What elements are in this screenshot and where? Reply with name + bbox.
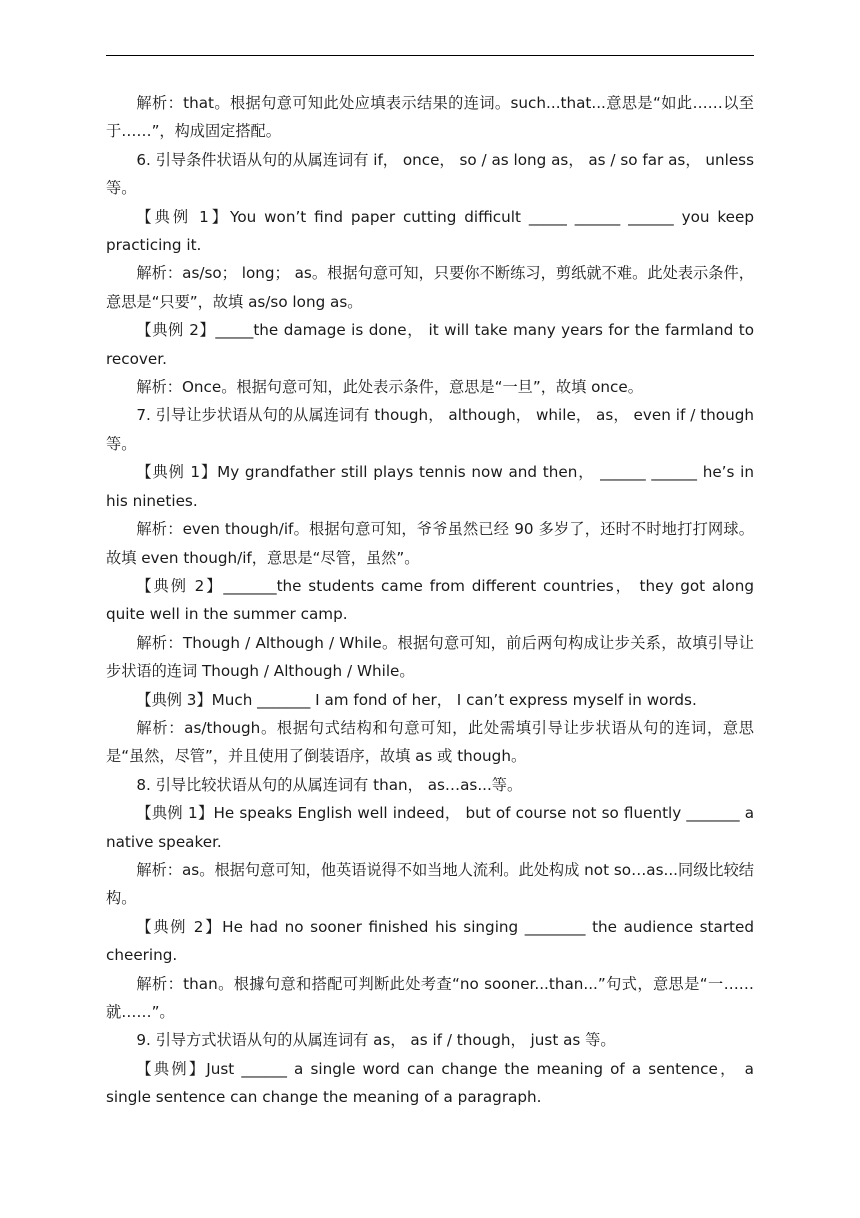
paragraph-example-7-3: 【典例 3】Much _______ I am fond of her， I can’t express myself in words.	[136, 690, 697, 709]
paragraph-rule-7-concession: 7. 引导让步状语从句的从属连词有 though， although， while， as， even if / though 等。	[106, 406, 754, 453]
paragraph-analysis-7-1: 解析：even though/if。根据句意可知，爷爷虽然已经 90 多岁了，还时不时地打打网球。故填 even though/if，意思是“尽管，虽然”。	[106, 520, 754, 567]
paragraph-example-9: 【典例】Just ______ a single word can change the meaning of a sentence， a single sentence can change the meaning of a paragraph.	[106, 1059, 754, 1107]
paragraph-example-7-2: 【典例 2】_______the students came from different countries， they got along quite well in the summer camp.	[106, 576, 754, 624]
paragraph-rule-8-comparison: 8. 引导比较状语从句的从属连词有 than， as…as...等。	[136, 775, 523, 794]
header-rule	[106, 55, 754, 56]
paragraph-rule-6-condition: 6. 引导条件状语从句的从属连词有 if， once， so / as long as， as / so far as， unless 等。	[106, 150, 754, 198]
paragraph-example-7-1: 【典例 1】My grandfather still plays tennis now and then， ______ ______ he’s in his nineties.	[106, 463, 754, 510]
paragraph-example-6-2: 【典例 2】_____the damage is done， it will take many years for the farmland to recover.	[106, 321, 754, 368]
paragraph-analysis-6-2: 解析：Once。根据句意可知，此处表示条件，意思是“一旦”，故填 once。	[136, 378, 643, 397]
paragraph-analysis-such-that: 解析：that。根据句意可知此处应填表示结果的连词。such...that...意思是“如此……以至于……”，构成固定搭配。	[106, 94, 754, 141]
paragraph-example-8-1: 【典例 1】He speaks English well indeed， but of course not so fluently _______ a native speaker.	[106, 804, 754, 851]
paragraph-rule-9-manner: 9. 引导方式状语从句的从属连词有 as， as if / though， just as 等。	[136, 1031, 616, 1050]
paragraph-analysis-8-1: 解析：as。根据句意可知，他英语说得不如当地人流利。此处构成 not so…as...同级比较结构。	[106, 860, 754, 908]
paragraph-analysis-8-2: 解析：than。根據句意和搭配可判断此处考查“no sooner...than...”句式，意思是“一……就……”。	[106, 974, 754, 1021]
paragraph-analysis-6-1: 解析：as/so； long； as。根据句意可知，只要你不断练习，剪纸就不难。此处表示条件，意思是“只要”，故填 as/so long as。	[106, 264, 754, 311]
paragraph-example-8-2: 【典例 2】He had no sooner finished his singing ________ the audience started cheering.	[106, 917, 754, 965]
paragraph-analysis-7-2: 解析：Though / Although / While。根据句意可知，前后两句构成让步关系，故填引导让步状语的连词 Though / Although / While。	[106, 633, 754, 681]
paragraph-analysis-7-3: 解析：as/though。根据句式结构和句意可知，此处需填引导让步状语从句的连词，意思是“虽然，尽管”，并且使用了倒装语序，故填 as 或 though。	[106, 718, 754, 766]
paragraph-example-6-1: 【典例 1】You won’t find paper cutting difficult _____ ______ ______ you keep practicing it.	[106, 207, 754, 255]
document-body	[106, 89, 754, 1112]
